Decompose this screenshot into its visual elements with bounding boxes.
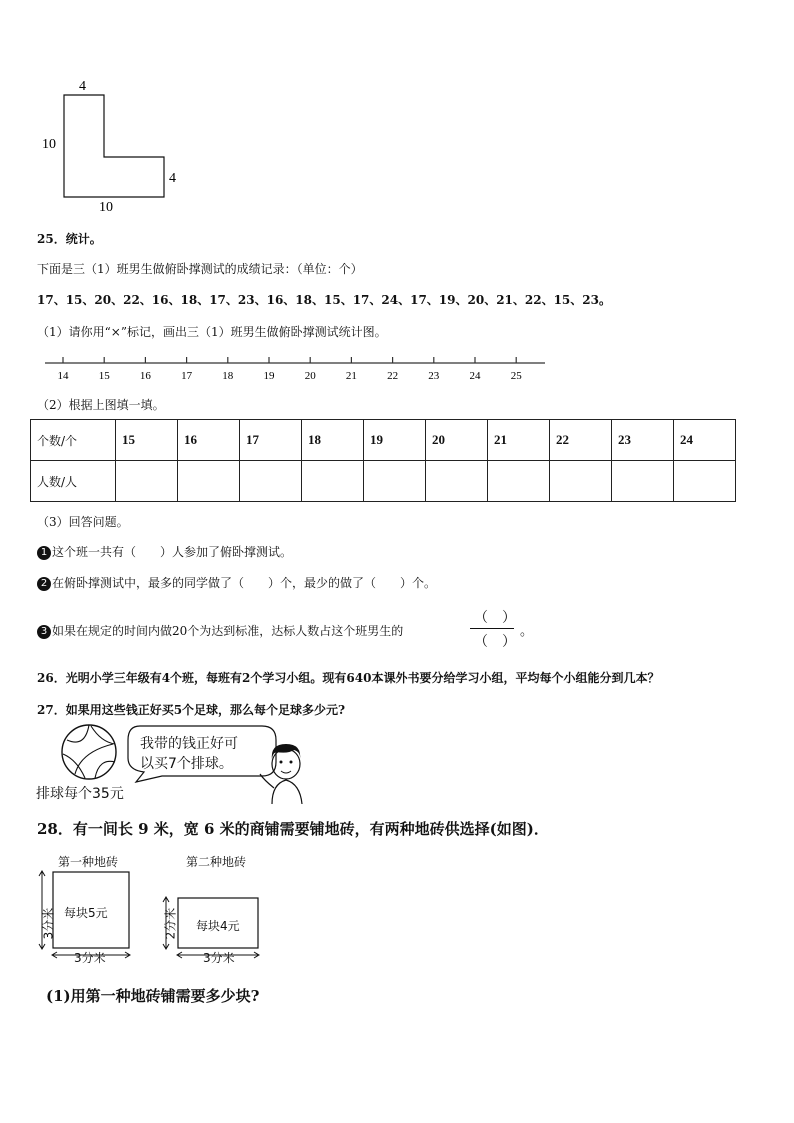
table-cell: 18	[302, 420, 364, 461]
q1-text: 这个班一共有（ ）人参加了俯卧撑测试。	[52, 545, 293, 559]
number-line-label: 23	[428, 370, 440, 382]
number-line-label: 17	[181, 370, 193, 382]
bubble-line-2: 以买7个排球。	[140, 756, 233, 772]
number-line-label: 22	[387, 370, 399, 382]
q25-part2: （2）根据上图填一填。	[37, 398, 165, 412]
table-cell: 19	[364, 420, 426, 461]
circled-number-3: 3	[37, 625, 51, 639]
q26-text: 26．光明小学三年级有4个班，每班有2个学习小组。现有640本课外书要分给学习小组，平均每个小组能分到几本？	[37, 671, 660, 685]
frac-bottom: （ ）	[474, 634, 516, 650]
q3-text: 如果在规定的时间内做20个为达到标准，达标人数占这个班男生的	[52, 624, 404, 638]
answer-cell[interactable]	[550, 461, 612, 502]
q25-q2	[37, 574, 436, 591]
l-label-left: 10	[42, 137, 56, 152]
fraction-blank	[470, 605, 514, 651]
tile1-side: 3分米	[41, 907, 56, 940]
q25-intro: 下面是三（1）班男生做俯卧撑测试的成绩记录：（单位：个）	[37, 262, 363, 276]
table-cell: 15	[116, 420, 178, 461]
row-header-count: 个数/个	[31, 420, 116, 461]
tile1-title: 第一种地砖	[58, 855, 119, 869]
answer-cell[interactable]	[364, 461, 426, 502]
tile1-price: 每块5元	[64, 906, 108, 920]
number-line-label: 25	[510, 370, 522, 382]
circled-number-1: 1	[37, 546, 51, 560]
answer-cell[interactable]	[116, 461, 178, 502]
table-cell: 17	[240, 420, 302, 461]
number-line	[40, 352, 550, 386]
answer-cell[interactable]	[302, 461, 364, 502]
q25-q3	[37, 622, 403, 639]
stats-table	[30, 419, 736, 502]
tile1-bottom: 3分米	[74, 951, 106, 965]
q25-part3: （3）回答问题。	[37, 515, 129, 529]
table-cell: 21	[488, 420, 550, 461]
l-label-bottom: 10	[99, 200, 113, 215]
answer-cell[interactable]	[488, 461, 550, 502]
l-label-right: 4	[169, 171, 176, 186]
table-cell: 20	[426, 420, 488, 461]
q2-text: 在俯卧撑测试中，最多的同学做了（ ）个，最少的做了（ ）个。	[52, 576, 437, 590]
table-cell: 24	[674, 420, 736, 461]
answer-cell[interactable]	[240, 461, 302, 502]
tile2-price: 每块4元	[196, 919, 240, 933]
table-row	[31, 461, 736, 502]
answer-cell[interactable]	[612, 461, 674, 502]
number-line-label: 24	[469, 370, 481, 382]
answer-cell[interactable]	[426, 461, 488, 502]
tile2-side: 2分米	[163, 907, 178, 940]
number-line-label: 19	[263, 370, 275, 382]
table-cell: 22	[550, 420, 612, 461]
number-line-label: 18	[222, 370, 234, 382]
q25-title: 25．统计。	[37, 232, 102, 246]
circled-number-2: 2	[37, 577, 51, 591]
tile2-title: 第二种地砖	[186, 855, 247, 869]
l-label-top: 4	[79, 79, 86, 94]
q25-q1	[37, 543, 292, 560]
number-line-label: 20	[304, 370, 316, 382]
bubble-line-1: 我带的钱正好可	[140, 736, 238, 752]
q25-records: 17、15、20、22、16、18、17、23、16、18、15、17、24、17、19、20、21、22、15、23。	[37, 293, 611, 307]
table-cell: 16	[178, 420, 240, 461]
answer-cell[interactable]	[674, 461, 736, 502]
number-line-label: 15	[98, 370, 110, 382]
frac-top: （ ）	[474, 610, 516, 626]
number-line-label: 21	[345, 370, 357, 382]
q3-end: 。	[520, 624, 534, 639]
answer-cell[interactable]	[178, 461, 240, 502]
l-shape-figure	[30, 75, 200, 215]
q28-sub1: (1)用第一种地砖铺需要多少块?	[46, 987, 260, 1005]
q25-part1: （1）请你用“×”标记，画出三（1）班男生做俯卧撑测试统计图。	[37, 325, 387, 339]
table-cell: 23	[612, 420, 674, 461]
volleyball-caption: 排球每个35元	[36, 786, 124, 802]
tile2-bottom: 3分米	[203, 951, 235, 965]
table-row	[31, 420, 736, 461]
volleyball-icon	[55, 722, 125, 782]
number-line-label: 14	[57, 370, 69, 382]
q27-text: 27．如果用这些钱正好买5个足球，那么每个足球多少元?	[37, 703, 346, 717]
number-line-label: 16	[139, 370, 151, 382]
q28-text: 28．有一间长 9 米，宽 6 米的商铺需要铺地砖，有两种地砖供选择(如图)．	[37, 820, 549, 838]
row-header-people: 人数/人	[31, 461, 116, 502]
boy-figure-icon	[254, 740, 314, 806]
